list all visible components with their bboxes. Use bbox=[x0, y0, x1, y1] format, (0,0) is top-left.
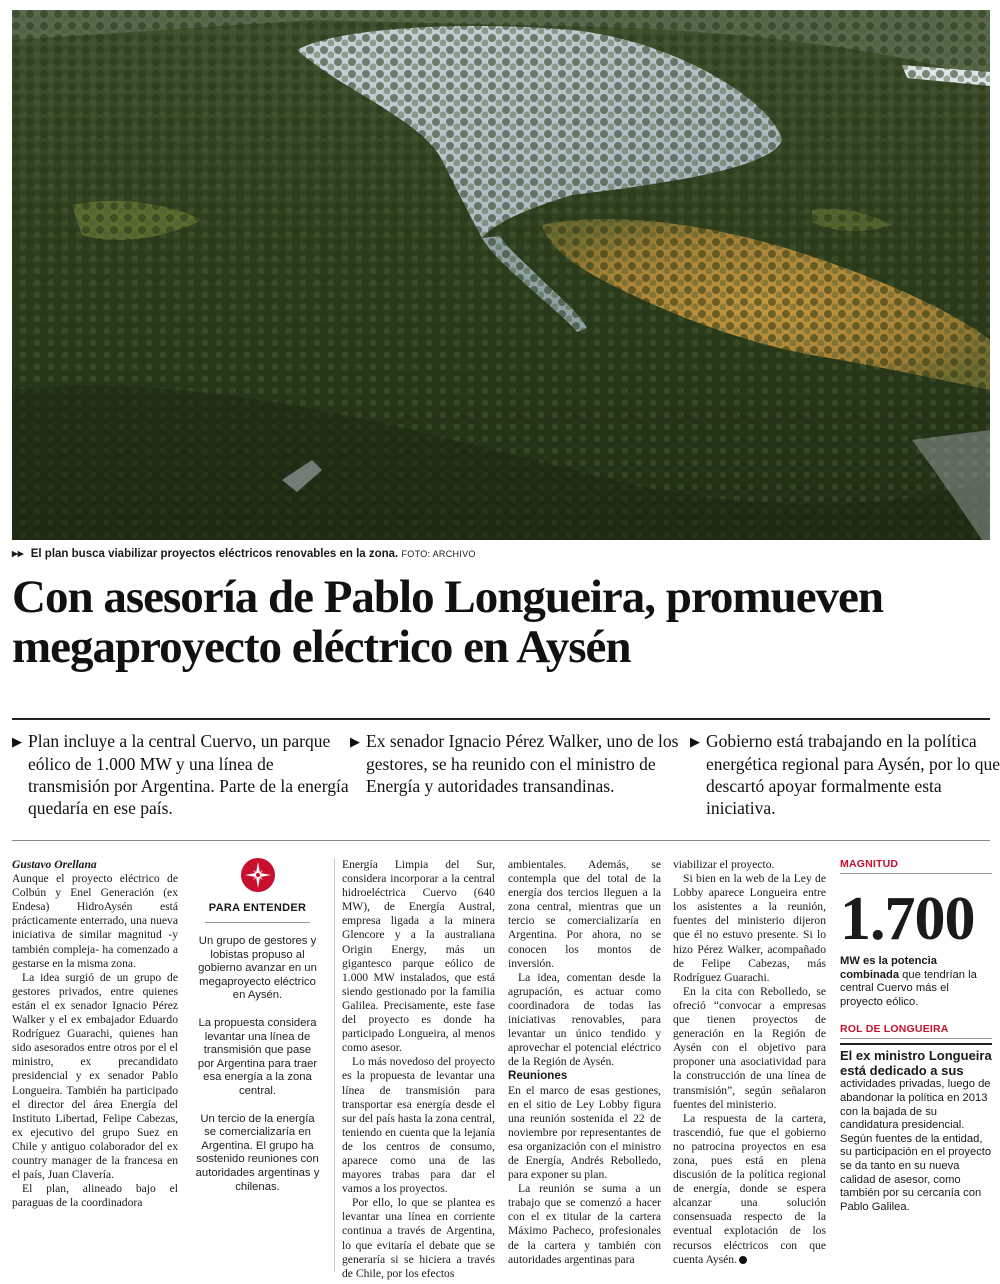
sidebox-rule bbox=[205, 922, 310, 923]
article-subhead: Reuniones bbox=[508, 1069, 568, 1083]
summary-bullet-2 bbox=[350, 730, 684, 797]
article-paragraph: El plan, alineado bajo el paraguas de la coordinadora bbox=[12, 1182, 178, 1210]
para-entender-box bbox=[195, 858, 320, 1208]
summary-bullet-text: Ex senador Ignacio Pérez Walker, uno de los gestores, se ha reunido con el ministro de Energía y autoridades transandinas. bbox=[366, 731, 679, 796]
caption-text: El plan busca viabilizar proyectos eléctricos renovables en la zona. bbox=[30, 548, 399, 560]
triangle-bullet-icon: ▶ bbox=[690, 734, 700, 749]
article-column-3 bbox=[508, 858, 661, 1267]
rol-heading: El ex ministro Longueira está dedicado a sus bbox=[840, 1043, 992, 1078]
magnitud-number: 1.700 bbox=[840, 885, 975, 953]
magnitud-description bbox=[840, 955, 992, 1009]
article-column-4 bbox=[673, 858, 826, 1267]
column-divider bbox=[334, 858, 335, 1272]
compass-star-icon bbox=[241, 858, 275, 892]
sidebox-paragraph: La propuesta considera levantar una línea de transmisión que pase por Argentina para traer esa energía a la zona central. bbox=[197, 1016, 318, 1097]
article-paragraph: ambientales. Además, se contempla que del total de la energía dos tercios lleguen a la zona central, mientras que un tercio se comercializaría en Argentina. Por ahora, no se conocen los montos de inversión. bbox=[508, 858, 661, 970]
article-paragraph: La reunión se suma a un trabajo que se comenzó a hacer con el ex titular de la cartera Máximo Pacheco, profesionales de la cartera y también con autoridades argentinas para bbox=[508, 1182, 661, 1266]
article-paragraph: Energía Limpia del Sur, considera incorporar a la central hidroeléctrica Cuervo (640 MW), de Energía Austral, empresa ligada a la minera Glencore y a la australiana Origin Energy, más un gigantesco parque eólico de 1.000 MW instalados, que está siendo gestionado por la familia Galilea. Precisamente, este fase del proyecto es donde ha participado Longueira, al menos como asesor. bbox=[342, 858, 495, 1055]
end-mark-icon bbox=[739, 1256, 747, 1264]
article-paragraph: En la cita con Rebolledo, se ofreció “convocar a empresas que tienen proyectos de generación en la Región de Aysén con el objetivo para proponer una asociatividad para la construcción de una línea de transmisión”, según señalaron fuentes del ministerio. bbox=[673, 984, 826, 1111]
sidebox-title: PARA ENTENDER bbox=[208, 902, 307, 914]
section-divider bbox=[12, 840, 990, 841]
summary-bullet-text: Plan incluye a la central Cuervo, un parque eólico de 1.000 MW y una línea de transmisión por Argentina. Parte de la energía quedaría en ese país. bbox=[28, 731, 349, 818]
article-paragraph bbox=[673, 1112, 826, 1267]
article-paragraph: Aunque el proyecto eléctrico de Colbún y Enel Generación (ex Endesa) HidroAysén está prácticamente enterrado, una nueva iniciativa de similar magnitud -y también compleja- ha comenzado a gestarse en la misma zona. bbox=[12, 872, 178, 970]
magnitud-desc-bold: MW es la potencia combinada bbox=[840, 955, 937, 981]
summary-bullet-3 bbox=[690, 730, 1000, 819]
article-paragraph: Lo más novedoso del proyecto es la propuesta de levantar una línea de transmisión para transportar esa energía desde el sur del país hasta la zona central, teniendo en cuenta que la lejanía de los centros de consumo, aparece como una de las mayores trabas para dar el vamos a los proyectos. bbox=[342, 1055, 495, 1196]
aerial-landscape-image bbox=[12, 10, 990, 540]
article-paragraph: La idea surgió de un grupo de gestores privados, entre quienes están el ex senador Ignacio Pérez Walker y el ex embajador Eduardo Rodríguez Guarachi, quienes han sido asesorados entre otros por el el ministro, ex precandidato presidencial y ex senador Pablo Longueira. También ha participado el director del área Energía del Instituto Libertad, Felipe Cabezas, ex ejecutivo del grupo Suez en Chile y antiguo colaborador del ex country manager de la francesa en el país, Juan Clavería. bbox=[12, 970, 178, 1182]
article-paragraph: La idea, comentan desde la agrupación, es actuar como coordinadora de todas las iniciativas renovables, para levantar un único tendido y aprovechar el potencial eléctrico de la Región de Aysén. bbox=[508, 970, 661, 1069]
magnitud-label: MAGNITUD bbox=[840, 858, 992, 874]
byline: Gustavo Orellana bbox=[12, 858, 97, 871]
magnitud-desc-text: que tendrían la central Cuervo más el proyecto eólico. bbox=[840, 968, 977, 1008]
triangle-bullet-icon: ▶ bbox=[12, 734, 22, 749]
summary-bullet-1 bbox=[12, 730, 350, 819]
headline-line-2: megaproyecto eléctrico en Aysén bbox=[12, 621, 631, 673]
photo-caption bbox=[12, 547, 990, 562]
bullet-top-rule bbox=[12, 718, 990, 720]
sidebox-paragraph: Un tercio de la energía se comercializaría en Argentina. El grupo ha sostenido reuniones con autoridades argentinas y chilenas. bbox=[195, 1112, 320, 1193]
aerial-photo bbox=[12, 10, 990, 540]
photo-credit: FOTO: ARCHIVO bbox=[401, 549, 476, 559]
article-final-text: La respuesta de la cartera, trascendió, fue que el gobierno no patrocina proyectos en esa zona, pues está en plena discusión de la política regional de energía, donde se espera alcanzar una solución consensuada respecto de la eventual explotación de los recursos eléctricos con que cuenta Aysén. bbox=[673, 1111, 826, 1266]
sidebox-paragraph: Un grupo de gestores y lobistas propuso al gobierno avanzar en un megaproyecto eléctrico en Aysén. bbox=[198, 935, 317, 1002]
caption-arrows-icon: ▸▸ bbox=[12, 548, 24, 560]
article-column-2 bbox=[342, 858, 495, 1281]
summary-bullet-text: Gobierno está trabajando en la política energética regional para Aysén, por lo que descartó apoyar formalmente esta iniciativa. bbox=[706, 731, 1000, 818]
triangle-bullet-icon: ▶ bbox=[350, 734, 360, 749]
article-column-1 bbox=[12, 858, 178, 1210]
article-paragraph: viabilizar el proyecto. bbox=[673, 858, 775, 871]
headline-line-1: Con asesoría de Pablo Longueira, promueven bbox=[12, 571, 884, 623]
headline bbox=[12, 572, 992, 672]
article-paragraph: Por ello, lo que se plantea es levantar una línea en corriente continua a través de Argentina, lo que evitaría el debate que se generaría si se hiciera a través de Chile, por los efectos bbox=[342, 1196, 495, 1280]
right-sidebar bbox=[840, 858, 992, 1214]
rol-label: ROL DE LONGUEIRA bbox=[840, 1023, 992, 1039]
article-paragraph: En el marco de esas gestiones, en el sitio de Ley Lobby figura una reunión sostenida el 22 de noviembre por representantes de esa organización con el ministro de Energía, Andrés Rebolledo, para exponer su plan. bbox=[508, 1083, 661, 1182]
article-paragraph: Si bien en la web de la Ley de Lobby aparece Longueira entre los asistentes a la reunión, fuentes del ministerio dijeron que él no estuvo presente. Si lo hizo Pérez Walker, acompañado de Felipe Cabezas, más Rodríguez Guarachi. bbox=[673, 872, 826, 984]
rol-text: actividades privadas, luego de abandonar la política en 2013 con la bajada de su candidatura presidencial. Según fuentes de la entidad, su participación en el proyecto se da tanto en su nueva calidad de asesor, como también por su cercanía con Pablo Galilea. bbox=[840, 1078, 992, 1213]
